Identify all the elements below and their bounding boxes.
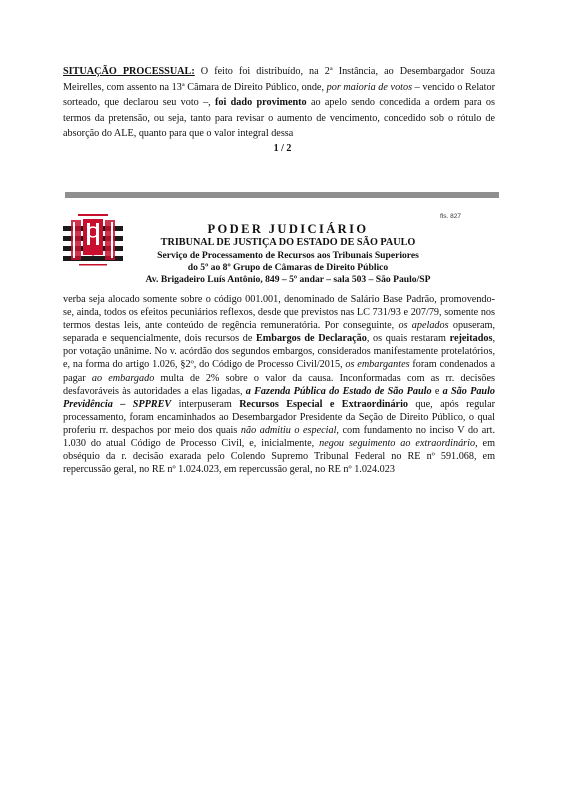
text-run: que, após regular processamento, foram encaminhados ao Desembargador Presidente da Seção de Direito Público, o qual proferiu rr. despachos por meio dos quais: [63, 398, 495, 436]
text-run: a São Paulo Previdência – SPPREV: [63, 385, 495, 410]
text-run: verba seja alocado somente sobre o código 001.001, denominado de Salário Base Padrão, promovendo-se, ainda, todos os efeitos pecuniários reflexos, desde que previstos nas LC 731/93 e 207/79, somente nos termos destas leis, ante conteúdo de regência remuneratória. Por conseguinte,: [63, 294, 495, 332]
text-run: rejeitados: [449, 333, 493, 345]
text-run: multa de 2% sobre o valor da causa. Inconformadas com as rr. decisões desfavoráveis às autoridades a elas ligadas,: [63, 372, 495, 397]
text-run: , por votação unânime. No v. acórdão dos segundos embargos, considerados manifestamente protelatórios, e, na forma do artigo 1.026, §2º, do Código de Processo Civil/2015,: [63, 333, 495, 371]
text-run: O feito foi distribuído, na 2ª Instância, ao Desembargador Souza Meirelles, com assento na 13ª Câmara de Direito Público, onde,: [63, 66, 495, 93]
text-run: ao embargado: [91, 372, 155, 384]
body-paragraph: [63, 293, 495, 485]
page-divider: [65, 192, 499, 198]
text-run: ao apelo sendo concedida a ordem para os termos da pretensão, ou seja, tanto para revisar o aumento de vencimento, concedido sob o rótulo de absorção do ALE, quanto para que o valor integral dessa: [63, 97, 495, 140]
header-line-5: Av. Brigadeiro Luís Antônio, 849 – 5º andar – sala 503 – São Paulo/SP: [145, 273, 431, 285]
text-run: não admitiu o especial: [240, 424, 337, 436]
procedural-situation-paragraph: [63, 64, 495, 142]
header-line-2: TRIBUNAL DE JUSTIÇA DO ESTADO DE SÃO PAULO: [160, 237, 416, 248]
text-run: , os quais restaram: [366, 333, 450, 345]
text-run: os apelados: [398, 320, 449, 332]
header-line-4: do 5º ao 8º Grupo de Câmaras de Direito Público: [187, 261, 389, 273]
text-run: , em obséquio da r. decisão exarada pelo Colendo Supremo Tribunal Federal no RE nº 591.068, em repercussão geral, no RE nº 1.024.023, em repercussão geral, no RE nº 1.024.023: [63, 438, 495, 476]
text-run: – vencido o Relator sorteado, que declarou seu voto –,: [63, 81, 495, 109]
header-line-3: Serviço de Processamento de Recursos aos Tribunais Superiores: [157, 249, 419, 261]
text-run: e: [431, 385, 443, 397]
letterhead: [128, 222, 448, 286]
text-run: por maioria de votos: [326, 81, 413, 93]
text-run: foi dado provimento: [215, 97, 307, 109]
folio-number: fls. 827: [440, 213, 461, 220]
header-line-1: PODER JUDICIÁRIO: [207, 222, 369, 236]
text-run: Embargos de Declaração: [256, 333, 367, 345]
page-number: 1 / 2: [273, 143, 292, 154]
text-run: a Fazenda Pública do Estado de São Paulo: [245, 385, 432, 397]
section-label: SITUAÇÃO PROCESSUAL:: [63, 66, 195, 77]
text-run: foram condenados a pagar: [63, 359, 495, 384]
coat-of-arms-icon: [63, 214, 123, 269]
text-run: negou seguimento ao extraordinário: [319, 438, 476, 450]
text-run: opuseram, separada e sequencialmente, dois recursos de: [63, 320, 495, 345]
text-run: interpuseram: [171, 398, 240, 410]
text-run: os embargantes: [345, 359, 410, 371]
text-run: Recursos Especial e Extraordinário: [239, 398, 408, 410]
text-run: , com fundamento no inciso V do art. 1.030 do atual Código de Processo Civil, e, inicialmente,: [63, 424, 495, 450]
